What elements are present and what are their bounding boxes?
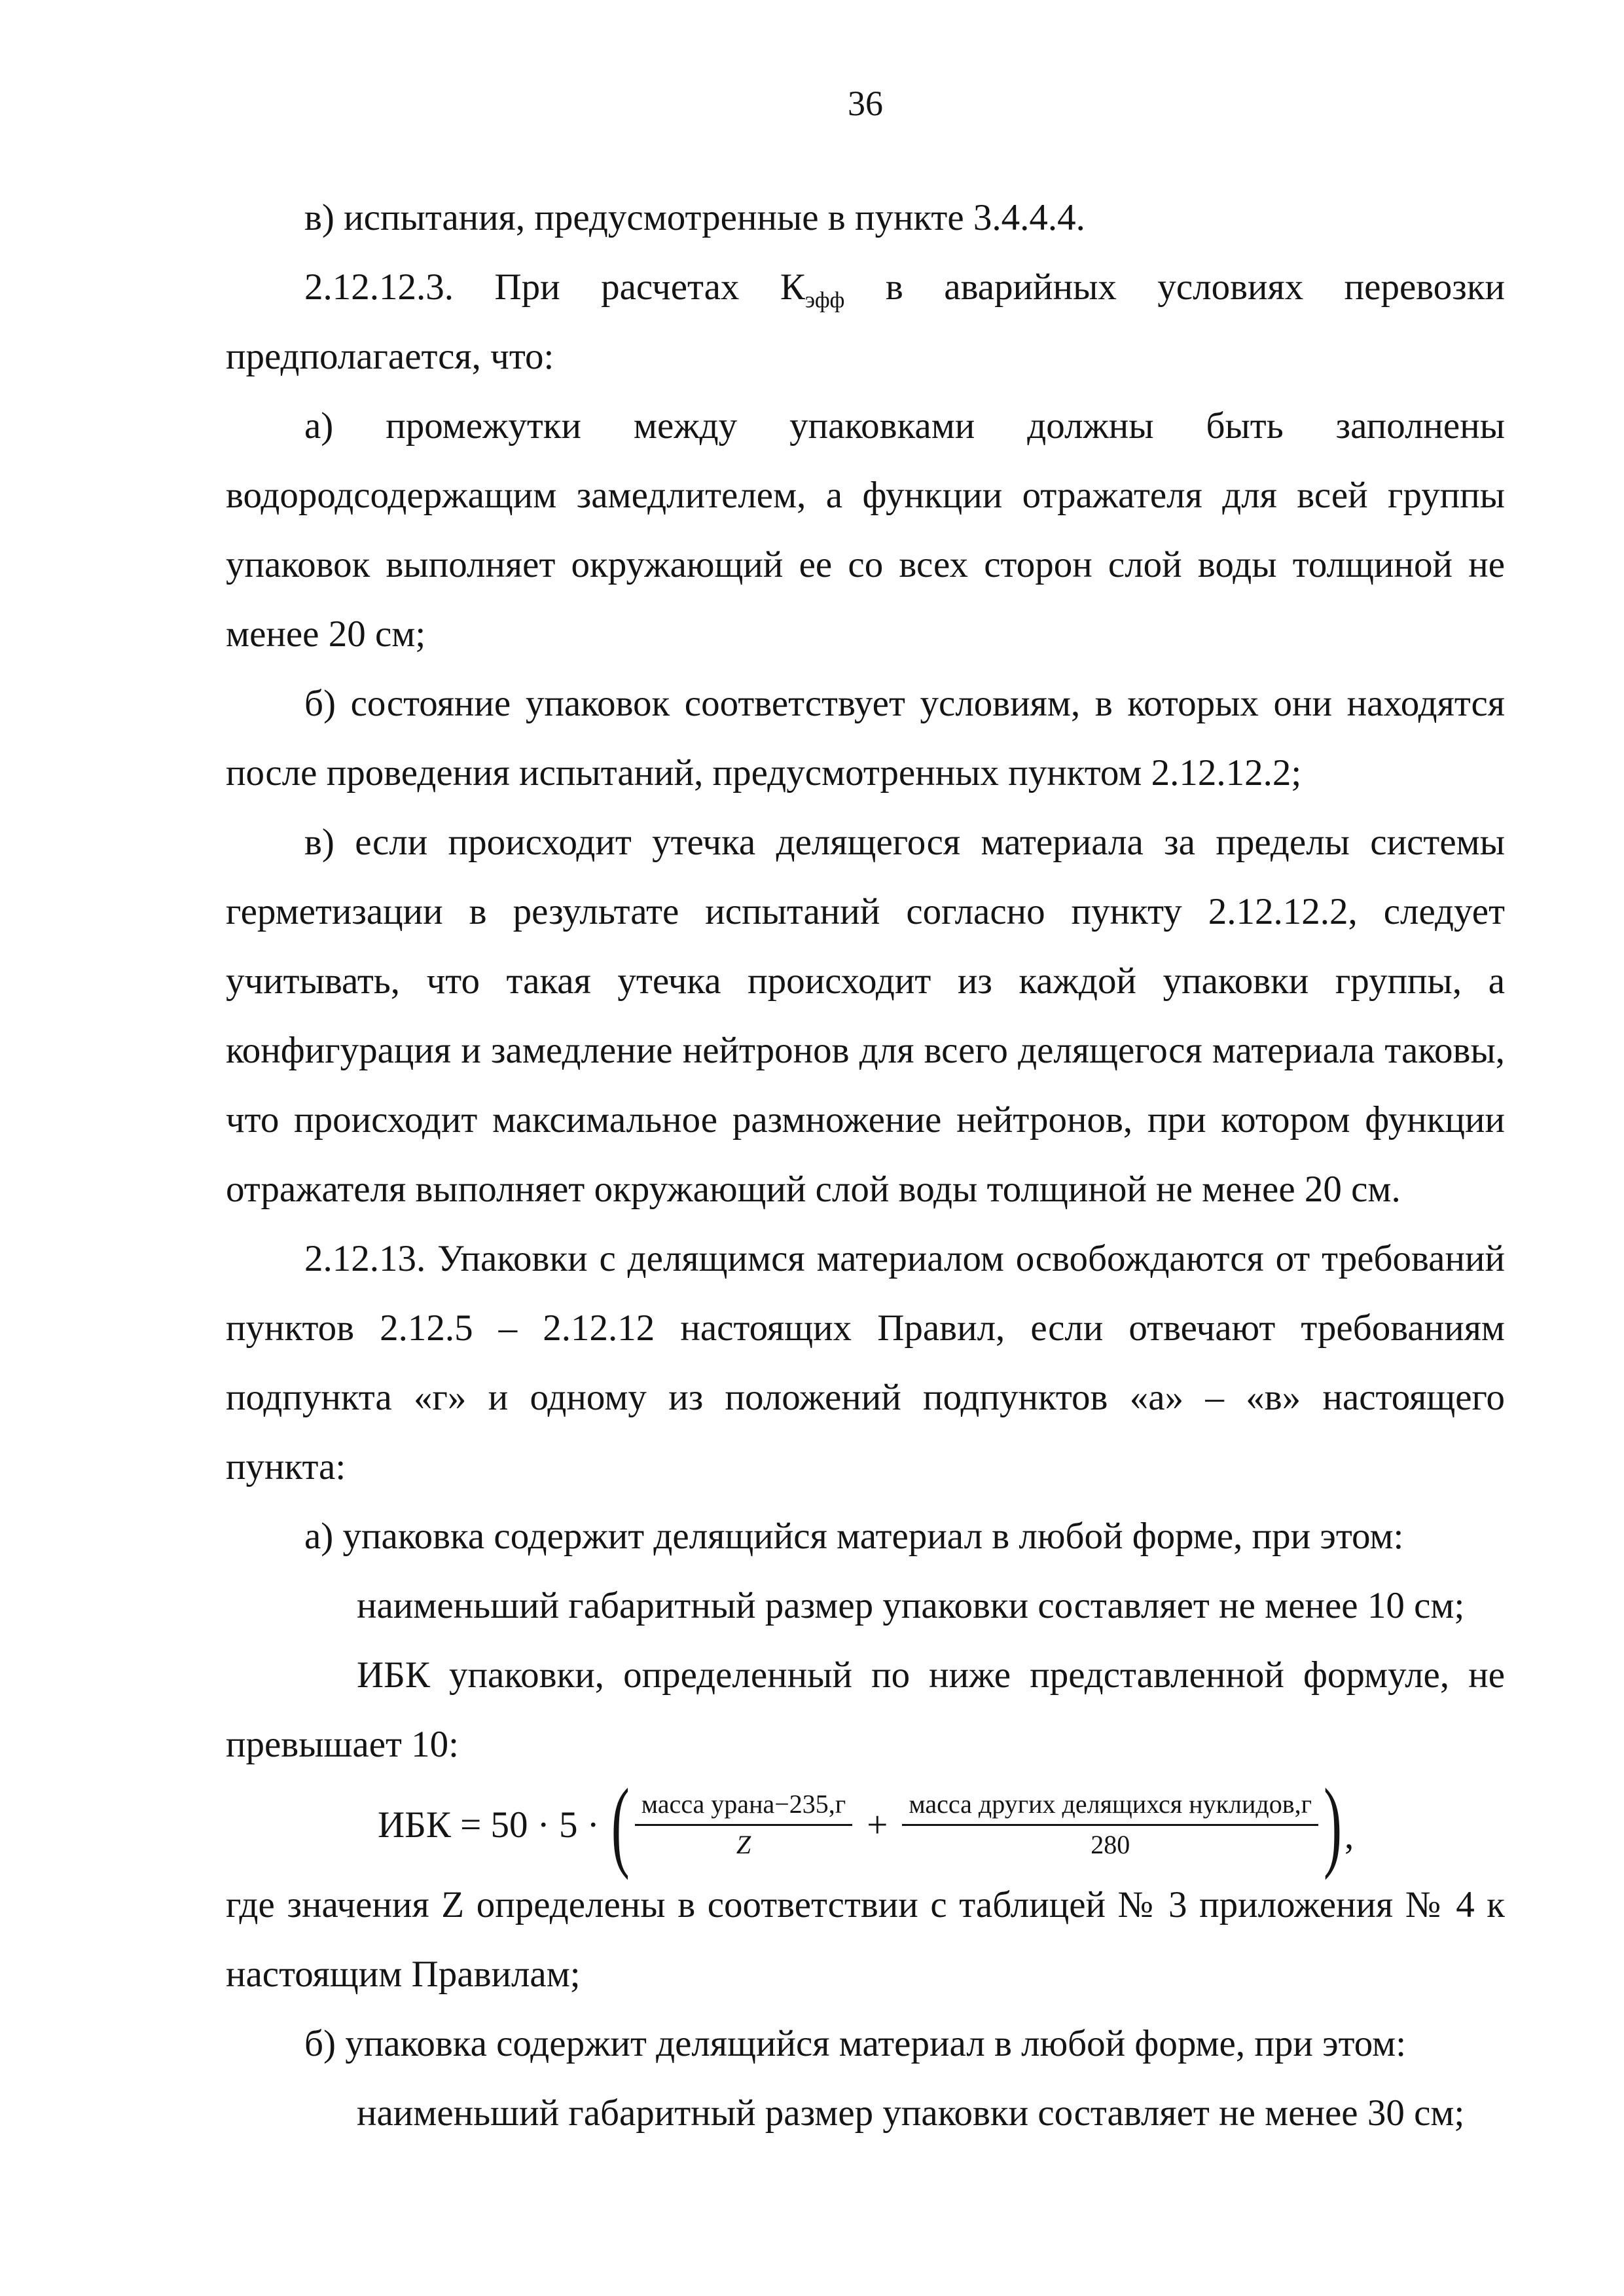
paragraph-2-12-12-3 <box>226 253 1505 392</box>
paragraph-subitem-b-condition: б) состояние упаковок соответствует условиям, в которых они находятся после проведения испытаний, предусмотренных пунктом 2.12.12.2; <box>226 683 1505 793</box>
page-number: 36 <box>848 84 883 123</box>
paragraph-subitem-a-gaps: а) промежутки между упаковками должны быть заполнены водородсодержащим замедлителем, а функции отражателя для всей группы упаковок выполняет окружающий ее со всех сторон слой воды толщиной не менее 20 см; <box>226 405 1505 655</box>
fraction-denominator-280: 280 <box>1091 1829 1130 1859</box>
paragraph-2-12-13: 2.12.13. Упаковки с делящимся материалом освобождаются от требований пунктов 2.12.5 – 2.12.12 настоящих Правил, если отвечают требованиям подпункта «г» и одному из положений подпунктов «а» – «в» настоящего пункта: <box>226 1238 1505 1487</box>
paragraph-z-values-note: где значения Z определены в соответствии с таблицей № 3 приложения № 4 к настоящим Правилам; <box>226 1884 1505 1995</box>
paragraph-tests-clause-v: в) испытания, предусмотренные в пункте 3.4.4.4. <box>304 197 1085 238</box>
paragraph-subitem-a-package: а) упаковка содержит делящийся материал в любой форме, при этом: <box>304 1516 1404 1557</box>
paragraph-ibk-intro: ИБК упаковки, определенный по ниже представленной формуле, не превышает 10: <box>226 1654 1505 1765</box>
formula-fraction-uranium-235 <box>635 1789 852 1861</box>
paragraph-min-size-10cm: наименьший габаритный размер упаковки составляет не менее 10 см; <box>357 1585 1465 1626</box>
paragraph-subitem-b-package: б) упаковка содержит делящийся материал в любой форме, при этом: <box>304 2022 1407 2064</box>
document-body <box>226 183 1505 2148</box>
fraction-numerator-uranium-mass: масса урана−235,г <box>635 1789 852 1826</box>
formula-ibk <box>378 1768 1505 1882</box>
formula-left-side: ИБК = 50 · 5 · <box>378 1804 600 1846</box>
paragraph-2-12-12-3-text-after: в аварийных условиях перевозки предполагается, что: <box>226 266 1506 377</box>
formula-close-paren: ) <box>1324 1768 1343 1882</box>
fraction-numerator-other-nuclides-mass: масса других делящихся нуклидов,г <box>902 1789 1318 1826</box>
formula-open-paren: ( <box>611 1768 630 1882</box>
formula-fraction-other-nuclides <box>902 1789 1318 1861</box>
paragraph-min-size-30cm: наименьший габаритный размер упаковки составляет не менее 30 см; <box>357 2092 1465 2134</box>
formula-trailing-comma: , <box>1344 1815 1354 1857</box>
formula-plus-operator: + <box>867 1804 888 1846</box>
paragraph-subitem-v-leakage: в) если происходит утечка делящегося материала за пределы системы герметизации в результате испытаний согласно пункту 2.12.12.2, следует учитывать, что такая утечка происходит из каждой упаковки группы, а конфигурация и замедление нейтронов для всего делящегося материала таковы, что происходит максимальное размножение нейтронов, при котором функции отражателя выполняет окружающий слой воды толщиной не менее 20 см. <box>226 822 1505 1210</box>
k-eff-subscript: эфф <box>804 287 845 313</box>
fraction-denominator-z: Z <box>736 1829 751 1859</box>
paragraph-2-12-12-3-text-before: 2.12.12.3. При расчетах К <box>304 266 805 308</box>
